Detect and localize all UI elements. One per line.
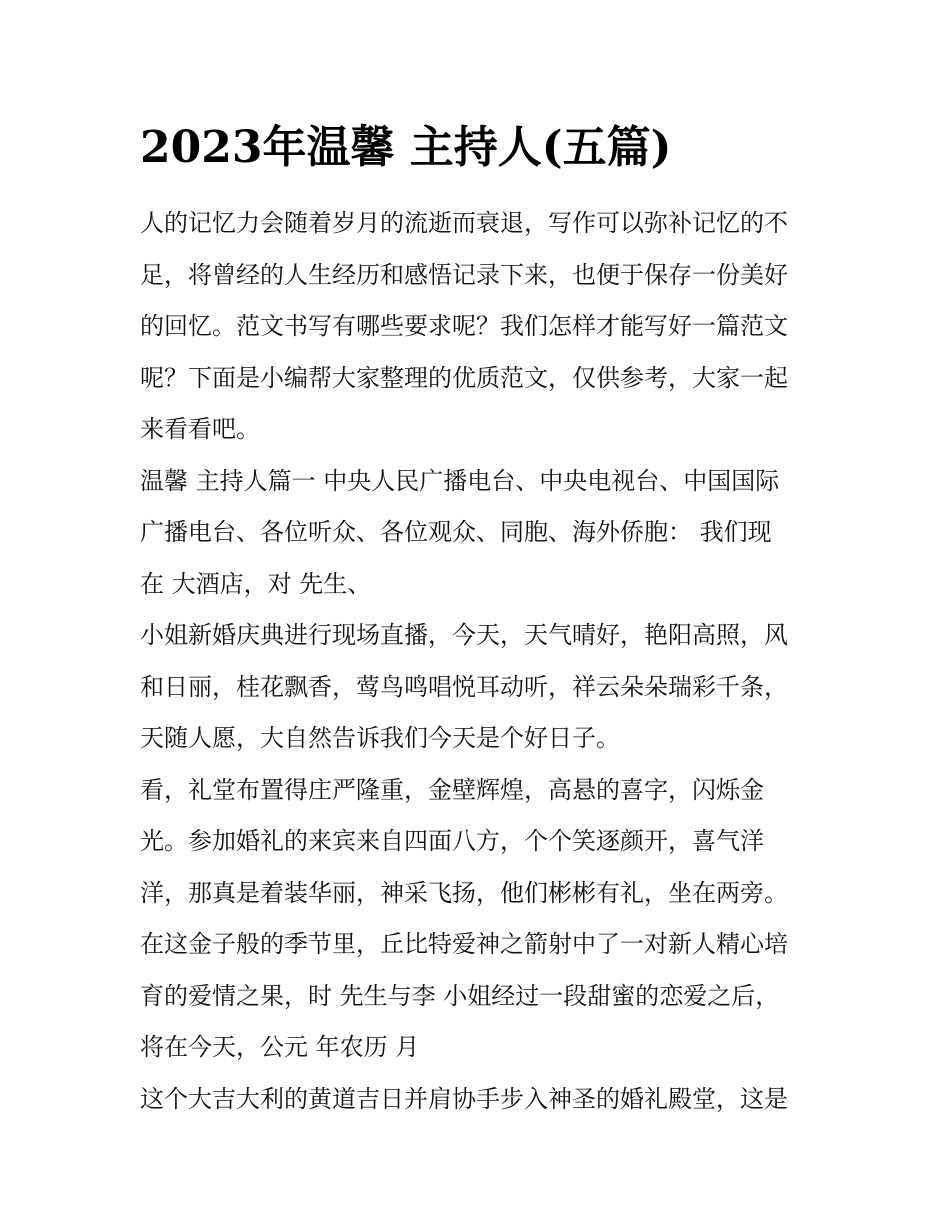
text-line: 呢？下面是小编帮大家整理的优质范文，仅供参考，大家一起	[140, 363, 788, 392]
text-line: 在这金子般的季节里，丘比特爱神之箭射中了一对新人精心培	[140, 930, 788, 958]
text-line: 光。参加婚礼的来宾来自四面八方，个个笑逐颜开，喜气洋	[140, 827, 764, 855]
text-line: 天随人愿，大自然告诉我们今天是个好日子。	[140, 724, 620, 752]
text-line: 人的记忆力会随着岁月的流逝而衰退，写作可以弥补记忆的不	[140, 209, 788, 237]
text-line: 和日丽，桂花飘香，莺鸟鸣唱悦耳动听，祥云朵朵瑞彩千条，	[140, 672, 788, 701]
text-line: 洋，那真是着装华丽，神采飞扬，他们彬彬有礼，坐在两旁。	[140, 878, 788, 907]
text-line: 在 大酒店，对 先生、	[140, 569, 372, 598]
text-line: 来看看吧。	[140, 415, 260, 443]
page-title: 2023年温馨 主持人(五篇)	[140, 122, 672, 173]
ceremony-paragraph	[140, 1074, 812, 1126]
text-line: 的回忆。范文书写有哪些要求呢？我们怎样才能写好一篇范文	[140, 312, 788, 340]
weather-paragraph	[140, 610, 812, 765]
text-line: 育的爱情之果，时 先生与李 小姐经过一段甜蜜的恋爱之后，	[140, 981, 780, 1010]
document-body	[140, 198, 812, 1125]
text-line: 广播电台、各位听众、各位观众、同胞、海外侨胞： 我们现	[140, 518, 772, 546]
hall-paragraph	[140, 765, 812, 1074]
text-line: 温馨 主持人篇一 中央人民广播电台、中央电视台、中国国际	[140, 466, 780, 495]
intro-paragraph	[140, 198, 812, 456]
text-line: 看，礼堂布置得庄严隆重，金壁辉煌，高悬的喜字，闪烁金	[140, 775, 764, 804]
section-one-opening-paragraph	[140, 456, 812, 611]
text-line: 将在今天，公元 年农历 月	[140, 1033, 420, 1061]
text-line: 小姐新婚庆典进行现场直播，今天，天气晴好，艳阳高照，风	[140, 621, 788, 649]
text-line: 这个大吉大利的黄道吉日并肩协手步入神圣的婚礼殿堂，这是	[140, 1084, 788, 1113]
text-line: 足，将曾经的人生经历和感悟记录下来，也便于保存一份美好	[140, 260, 788, 289]
